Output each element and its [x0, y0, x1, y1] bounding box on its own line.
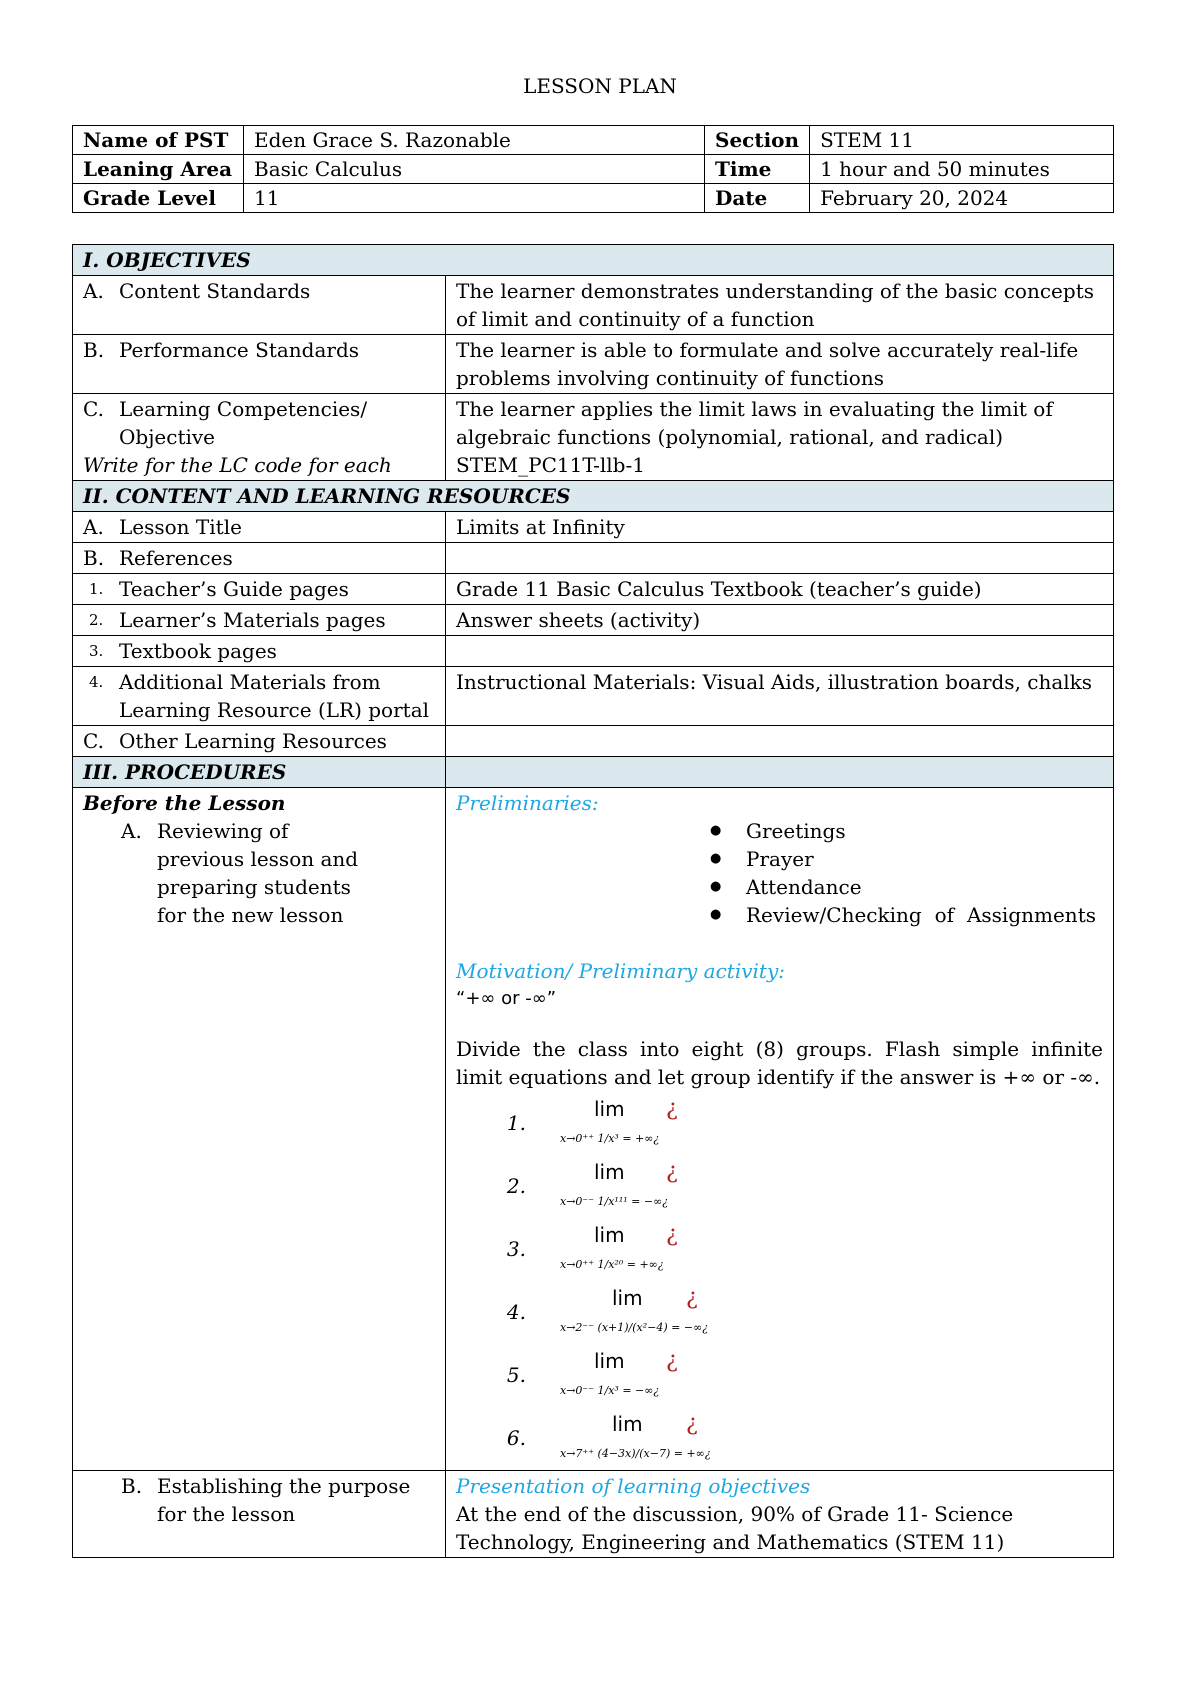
header-value: February 20, 2024	[810, 184, 1114, 213]
equation-list	[456, 1091, 1103, 1469]
equation-glyph: ¿	[666, 1222, 678, 1247]
table-row	[73, 394, 1114, 481]
header-row	[73, 126, 1114, 155]
equation-number: 5.	[506, 1362, 526, 1387]
item-value: The learner is able to formulate and solve accurately real-life problems involving continuity of functions	[446, 335, 1114, 394]
lim-label: lim	[594, 1349, 625, 1373]
equation-item	[456, 1217, 1103, 1280]
table-row	[73, 512, 1114, 543]
lc-note: Write for the LC code for each	[83, 453, 392, 477]
document-title: LESSON PLAN	[523, 74, 677, 98]
item-key: 4.	[89, 673, 104, 691]
header-row	[73, 155, 1114, 184]
item-label: References	[119, 546, 233, 570]
item-label: Additional Materials from Learning Resource (LR) portal	[119, 670, 430, 722]
equation-item	[456, 1343, 1103, 1406]
table-row	[73, 605, 1114, 636]
equation-expression: x→0⁻⁻ 1/x¹¹¹ = −∞¿	[560, 1195, 669, 1208]
list-item: ● Prayer	[746, 845, 1103, 873]
item-key: B.	[83, 338, 105, 362]
header-value: STEM 11	[810, 126, 1114, 155]
lesson-plan-table	[72, 244, 1114, 1558]
table-row	[73, 1471, 1114, 1558]
equation-item	[456, 1154, 1103, 1217]
item-value	[446, 636, 1114, 667]
equation-glyph: ¿	[666, 1159, 678, 1184]
equation-expression: x→0⁻⁻ 1/x³ = −∞¿	[560, 1384, 660, 1397]
header-label: Date	[705, 184, 810, 213]
header-table	[72, 125, 1114, 213]
header-label: Leaning Area	[73, 155, 244, 184]
item-value: The learner applies the limit laws in evaluating the limit of algebraic functions (polynomial, rational, and radical)	[456, 397, 1053, 449]
item-value: Limits at Infinity	[446, 512, 1114, 543]
table-row	[73, 726, 1114, 757]
item-label: Learning Competencies/ Objective	[119, 397, 368, 449]
item-label: Establishing the purpose for the lesson	[157, 1474, 411, 1526]
equation-number: 1.	[506, 1110, 526, 1135]
table-row	[73, 543, 1114, 574]
header-value: Basic Calculus	[244, 155, 705, 184]
section-header	[73, 481, 1114, 512]
list-item: ● Greetings	[746, 817, 1103, 845]
header-value: 1 hour and 50 minutes	[810, 155, 1114, 184]
item-key: A.	[121, 819, 142, 843]
item-key: 1.	[89, 580, 104, 598]
item-key: C.	[83, 397, 104, 421]
item-key: A.	[83, 515, 104, 539]
item-key: B.	[83, 546, 105, 570]
header-label: Name of PST	[73, 126, 244, 155]
item-value	[446, 543, 1114, 574]
equation-number: 4.	[506, 1299, 526, 1324]
equation-number: 2.	[506, 1173, 526, 1198]
item-value: Instructional Materials: Visual Aids, illustration boards, chalks	[446, 667, 1114, 726]
equation-item	[456, 1091, 1103, 1154]
header-label: Section	[705, 126, 810, 155]
lim-label: lim	[594, 1160, 625, 1184]
presentation-heading: Presentation of learning objectives	[456, 1474, 811, 1498]
item-value: Grade 11 Basic Calculus Textbook (teacher’s guide)	[446, 574, 1114, 605]
table-row	[73, 276, 1114, 335]
table-row	[73, 335, 1114, 394]
item-label: Reviewing of previous lesson and preparing students for the new lesson	[157, 819, 359, 927]
item-label: Lesson Title	[119, 515, 242, 539]
item-value: The learner demonstrates understanding of the basic concepts of limit and continuity of a function	[446, 276, 1114, 335]
item-key: B.	[121, 1474, 143, 1498]
header-value: Eden Grace S. Razonable	[244, 126, 705, 155]
equation-item	[456, 1406, 1103, 1469]
equation-glyph: ¿	[686, 1411, 698, 1436]
item-label: Learner’s Materials pages	[119, 608, 386, 632]
item-label: Textbook pages	[119, 639, 277, 663]
lc-code: STEM_PC11T-llb-1	[456, 453, 645, 477]
motivation-text: Divide the class into eight (8) groups. Flash simple infinite limit equations and let group identify if the answer is +∞ or -∞.	[456, 1037, 1103, 1089]
header-row	[73, 184, 1114, 213]
item-key: 3.	[89, 642, 104, 660]
lim-label: lim	[594, 1097, 625, 1121]
item-label: Teacher’s Guide pages	[119, 577, 349, 601]
objectives-heading: I. OBJECTIVES	[73, 245, 1114, 276]
list-item	[746, 901, 1096, 929]
equation-glyph: ¿	[666, 1096, 678, 1121]
item-key: 2.	[89, 611, 104, 629]
header-label: Grade Level	[73, 184, 244, 213]
presentation-text: At the end of the discussion, 90% of Grade 11- Science Technology, Engineering and Mathematics (STEM 11)	[456, 1502, 1014, 1554]
table-row	[73, 574, 1114, 605]
lim-label: lim	[594, 1223, 625, 1247]
item-label: Performance Standards	[119, 338, 360, 362]
preliminaries-heading: Preliminaries:	[456, 791, 599, 815]
item-label: Content Standards	[119, 279, 311, 303]
item-key: C.	[83, 729, 104, 753]
motivation-title: “+∞ or -∞”	[456, 988, 557, 1009]
section-header	[73, 245, 1114, 276]
equation-number: 6.	[506, 1425, 526, 1450]
equation-expression: x→7⁺⁺ (4−3x)/(x−7) = +∞¿	[560, 1447, 711, 1460]
table-row	[73, 636, 1114, 667]
item-value	[446, 726, 1114, 757]
equation-expression: x→0⁺⁺ 1/x³ = +∞¿	[560, 1132, 660, 1145]
equation-item	[456, 1280, 1103, 1343]
equation-expression: x→2⁻⁻ (x+1)/(x²−4) = −∞¿	[560, 1321, 709, 1334]
preliminaries-list	[456, 817, 1103, 929]
list-item: ● Attendance	[746, 873, 1103, 901]
item-label: Other Learning Resources	[119, 729, 387, 753]
item-key: A.	[83, 279, 104, 303]
list-item-text: Review/Checking of Assignments	[746, 903, 1096, 927]
item-value: Answer sheets (activity)	[446, 605, 1114, 636]
motivation-heading: Motivation/ Preliminary activity:	[456, 959, 785, 983]
before-lesson-label: Before the Lesson	[83, 791, 286, 815]
header-value: 11	[244, 184, 705, 213]
section-header	[73, 757, 1114, 788]
equation-glyph: ¿	[686, 1285, 698, 1310]
table-row	[73, 667, 1114, 726]
equation-expression: x→0⁺⁺ 1/x²⁰ = +∞¿	[560, 1258, 664, 1271]
lim-label: lim	[612, 1286, 643, 1310]
content-heading: II. CONTENT AND LEARNING RESOURCES	[73, 481, 1114, 512]
lim-label: lim	[612, 1412, 643, 1436]
equation-number: 3.	[506, 1236, 526, 1261]
table-row	[73, 788, 1114, 1471]
header-label: Time	[705, 155, 810, 184]
equation-glyph: ¿	[666, 1348, 678, 1373]
procedures-heading: III. PROCEDURES	[73, 757, 446, 788]
